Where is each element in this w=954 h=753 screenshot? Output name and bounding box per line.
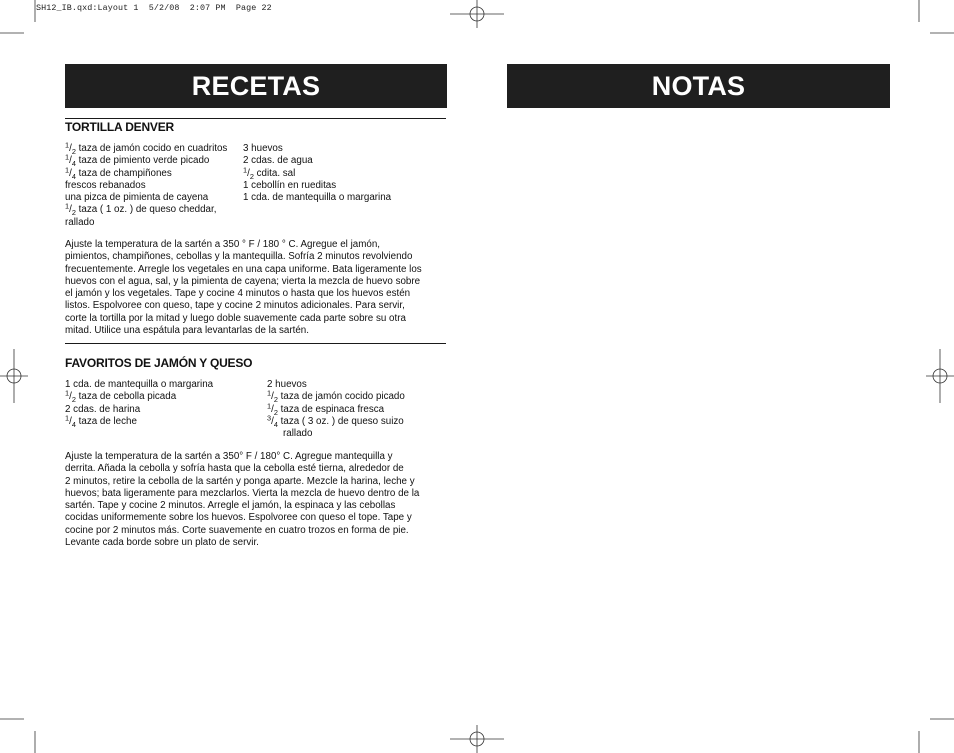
recipe-title: TORTILLA DENVER (65, 120, 175, 134)
instruction-line: derrita. Añada la cebolla y sofría hasta que la cebolla esté tierna, alrededor de (65, 463, 404, 475)
ingredient-line: rallado (283, 428, 313, 440)
ingredient-line: $^1/_2$ taza de cebolla picada (65, 389, 177, 405)
ingredient-line: $^1/_2$ taza de espinaca fresca (267, 401, 385, 417)
instruction-line: Ajuste la temperatura de la sartén a 350 ° F / 180 ° C. Agregue el jamón, (65, 239, 380, 250)
ingredient-line: 3 huevos (243, 143, 283, 154)
print-slug: SH12_IB.qxd:Layout 1 5/2/08 2:07 PM Page 22 (36, 3, 272, 13)
ingredient-line: $^1/_2$ taza de jamón cocido en cuadritos (65, 140, 228, 156)
instruction-line: cocine por 2 minutos más. Corte suavemente en cuatro trozos en forma de pie. (65, 524, 409, 536)
notas-banner: NOTAS (507, 64, 890, 108)
ingredient-line: $^1/_4$ taza de champiñones (65, 165, 172, 181)
ingredient-line: $^1/_2$ cdita. sal (243, 165, 296, 181)
instruction-line: listos. Espolvoree con queso, tape y cocine 2 minutos adicionales. Para servir, (65, 300, 405, 312)
instruction-line: Levante cada borde sobre un plato de servir. (65, 537, 259, 549)
ingredient-line: 2 huevos (267, 379, 307, 390)
ingredient-line: $^3/_4$ taza ( 3 oz. ) de queso suizo (267, 413, 404, 429)
instruction-line: Ajuste la temperatura de la sartén a 350° F / 180° C. Agregue mantequilla y (65, 451, 393, 462)
recetas-banner: RECETAS (65, 64, 447, 108)
ingredient-line: 2 cdas. de harina (65, 403, 141, 415)
ingredient-line: $^1/_2$ taza ( 1 oz. ) de queso cheddar, (65, 202, 217, 218)
instruction-line: sartén. Tape y cocine 2 minutos. Arregle el jamón, la espinaca y las cebollas (65, 500, 396, 512)
ingredient-line: frescos rebanados (65, 179, 146, 191)
registration-mark-left (0, 349, 28, 403)
instruction-line: 2 minutos, retire la cebolla de la sartén y ponga aparte. Mezcle la harina, leche y (65, 475, 415, 487)
recipe-instructions (65, 451, 447, 549)
ingredient-line: una pizca de pimienta de cayena (65, 192, 209, 204)
instruction-line: corte la tortilla por la mitad y luego doble suavemente cada parte sobre su otra (65, 312, 406, 324)
recipe-instructions (65, 239, 447, 337)
ingredient-line: 1 cebollín en rueditas (243, 179, 337, 191)
ingredient-line: 1 cda. de mantequilla o margarina (65, 379, 214, 390)
ingredient-line: $^1/_4$ taza de pimiento verde picado (65, 153, 210, 169)
registration-mark-right (926, 349, 954, 403)
ingredient-line: $^1/_2$ taza de jamón cocido picado (267, 389, 405, 405)
ingredients-right (267, 379, 405, 440)
registration-mark-bottom (450, 725, 504, 753)
instruction-line: el jamón y los vegetales. Tape y cocine 4 minutos o hasta que los huevos estén (65, 288, 411, 300)
registration-mark-top (450, 0, 504, 28)
ingredient-line: 2 cdas. de agua (243, 155, 313, 167)
instruction-line: pimientos, champiñones, cebollas y la mantequilla. Sofría 2 minutos revolviendo (65, 251, 413, 263)
ingredient-line: 1 cda. de mantequilla o margarina (243, 192, 392, 204)
ingredients-right (243, 143, 391, 204)
instruction-line: cocidas uniformemente sobre los huevos. Espolvoree con queso el tope. Tape y (65, 512, 412, 524)
ingredients-left (65, 379, 213, 428)
ingredient-line: $^1/_4$ taza de leche (65, 413, 137, 429)
instruction-line: frecuentemente. Arregle los vegetales en una capa uniforme. Bata ligeramente los (65, 263, 422, 275)
section-divider (65, 343, 446, 344)
ingredient-line: rallado (65, 216, 95, 228)
section-divider (65, 118, 446, 119)
instruction-line: mitad. Utilice una espátula para levantarlas de la sartén. (65, 325, 309, 337)
instruction-line: huevos; bata ligeramente para mezclarlos. Vierta la mezcla de huevo dentro de la (65, 487, 420, 499)
ingredients-left (65, 140, 228, 229)
recipe-title: FAVORITOS DE JAMÓN Y QUESO (65, 356, 253, 370)
instruction-line: huevos con el agua, sal, y la pimienta de cayena; vierta la mezcla de huevo sobre (65, 275, 421, 287)
